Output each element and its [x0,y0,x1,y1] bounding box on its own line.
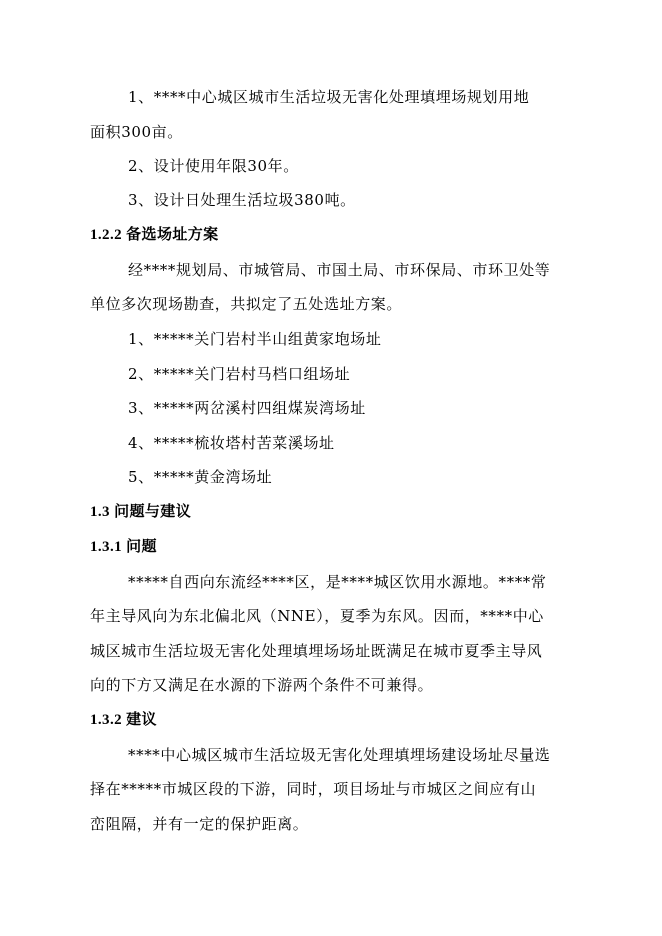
site-option-2: 2、*****关门岩村马档口组场址 [128,365,351,383]
site-option-4: 4、*****梳妆塔村苦菜溪场址 [128,434,335,452]
section-number: 1.3.1 [90,539,122,555]
requirement-1-line-1: 1、****中心城区城市生活垃圾无害化处理填埋场规划用地 [128,88,530,106]
paragraph-line: 峦阻隔，并有一定的保护距离。 [90,815,309,833]
section-title: 问题与建议 [114,504,192,520]
paragraph-line: 单位多次现场勘查，共拟定了五处选址方案。 [90,295,403,313]
site-option-3: 3、*****两岔溪村四组煤炭湾场址 [128,399,366,417]
paragraph-line: ****中心城区城市生活垃圾无害化处理填埋场建设场址尽量选 [128,746,551,764]
section-title: 备选场址方案 [126,227,219,243]
paragraph-line: 年主导风向为东北偏北风（NNE），夏季为东风。因而，****中心 [90,607,544,625]
paragraph-line: *****自西向东流经****区，是****城区饮用水源地。****常 [128,573,547,591]
site-option-1: 1、*****关门岩村半山组黄家垉场址 [128,330,382,348]
section-number: 1.3.2 [90,712,122,728]
section-number: 1.2.2 [90,227,122,243]
paragraph-line: 经****规划局、市城管局、市国土局、市环保局、市环卫处等 [128,261,551,279]
section-number: 1.3 [90,504,110,520]
requirement-3: 3、设计日处理生活垃圾380吨。 [128,191,356,209]
section-title: 问题 [126,539,157,555]
section-heading-1-3-2 [90,710,157,730]
paragraph-line: 向的下方又满足在水源的下游两个条件不可兼得。 [90,676,434,694]
site-option-5: 5、*****黄金湾场址 [128,468,273,486]
requirement-1-line-2: 面积300亩。 [90,123,183,141]
section-title: 建议 [126,712,157,728]
section-heading-1-3-1 [90,537,157,557]
paragraph-line: 城区城市生活垃圾无害化处理填埋场场址既满足在城市夏季主导风 [90,642,543,660]
paragraph-line: 择在*****市城区段的下游，同时，项目场址与市城区之间应有山 [90,780,537,798]
requirement-2: 2、设计使用年限30年。 [128,157,299,175]
section-heading-1-2-2 [90,225,219,245]
section-heading-1-3 [90,502,191,522]
